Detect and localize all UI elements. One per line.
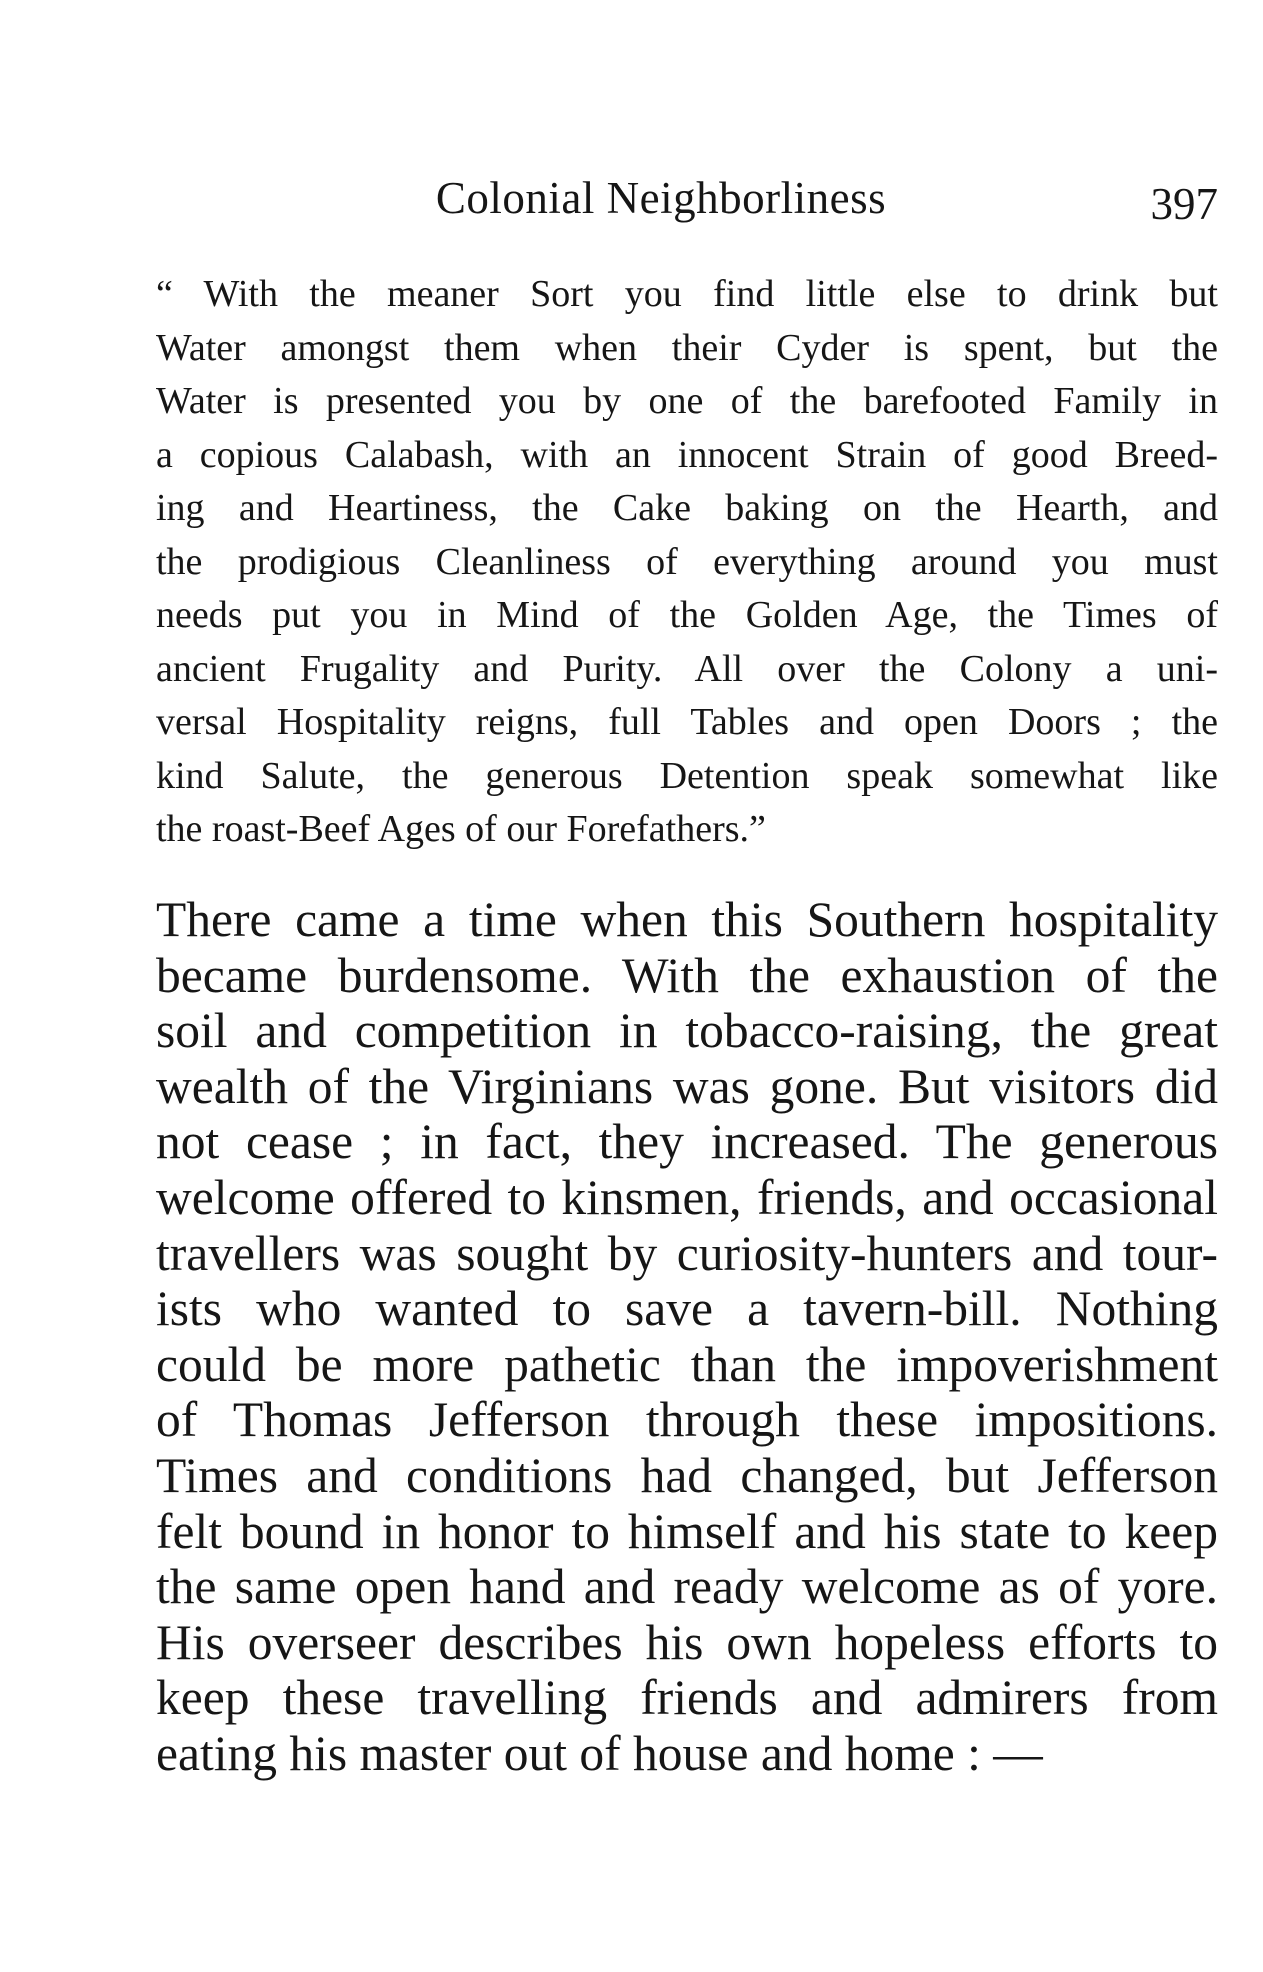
body-line: not cease ; in fact, they increased. The generous <box>156 1114 1218 1170</box>
quote-line: versal Hospitality reigns, full Tables and open Doors ; the <box>156 701 1218 743</box>
quote-line: kind Salute, the generous Detention speak somewhat like <box>156 754 1218 797</box>
quote-line: ancient Frugality and Purity. All over the Colony a uni- <box>156 647 1218 690</box>
running-head <box>156 168 1218 228</box>
quote-line: the roast-Beef Ages of our Forefathers.” <box>156 808 766 850</box>
quote-line: the prodigious Cleanliness of everything around you must <box>156 540 1218 583</box>
body-line: felt bound in honor to himself and his state to keep <box>156 1503 1218 1559</box>
body-line: His overseer describes his own hopeless efforts to <box>156 1614 1218 1670</box>
body-line: travellers was sought by curiosity-hunters and tour- <box>156 1225 1218 1281</box>
body-line: the same open hand and ready welcome as of yore. <box>156 1559 1218 1615</box>
quote-line: “ With the meaner Sort you find little else to drink but <box>156 273 1218 315</box>
body-line: of Thomas Jefferson through these impositions. <box>156 1392 1218 1448</box>
body-line: keep these travelling friends and admirers from <box>156 1670 1218 1726</box>
quote-line: a copious Calabash, with an innocent Strain of good Breed- <box>156 433 1218 476</box>
body-paragraph <box>156 892 1218 1782</box>
block-quote <box>156 268 1218 857</box>
running-title: Colonial Neighborliness <box>435 173 887 223</box>
page-number: 397 <box>1150 179 1218 229</box>
quote-line: ing and Heartiness, the Cake baking on the Hearth, and <box>156 487 1218 529</box>
body-line: Times and conditions had changed, but Jefferson <box>156 1447 1218 1503</box>
body-line: welcome offered to kinsmen, friends, and occasional <box>156 1169 1218 1225</box>
body-line: eating his master out of house and home : — <box>156 1725 1043 1781</box>
body-line: There came a time when this Southern hospitality <box>156 892 1218 947</box>
body-line: wealth of the Virginians was gone. But visitors did <box>156 1058 1218 1114</box>
body-line: soil and competition in tobacco-raising, the great <box>156 1003 1218 1059</box>
body-line: ists who wanted to save a tavern-bill. Nothing <box>156 1281 1218 1337</box>
quote-line: Water amongst them when their Cyder is spent, but the <box>156 326 1218 369</box>
body-line: became burdensome. With the exhaustion of the <box>156 947 1218 1003</box>
body-line: could be more pathetic than the impoverishment <box>156 1336 1218 1392</box>
quote-line: Water is presented you by one of the barefooted Family in <box>156 380 1218 422</box>
quote-line: needs put you in Mind of the Golden Age, the Times of <box>156 594 1218 636</box>
